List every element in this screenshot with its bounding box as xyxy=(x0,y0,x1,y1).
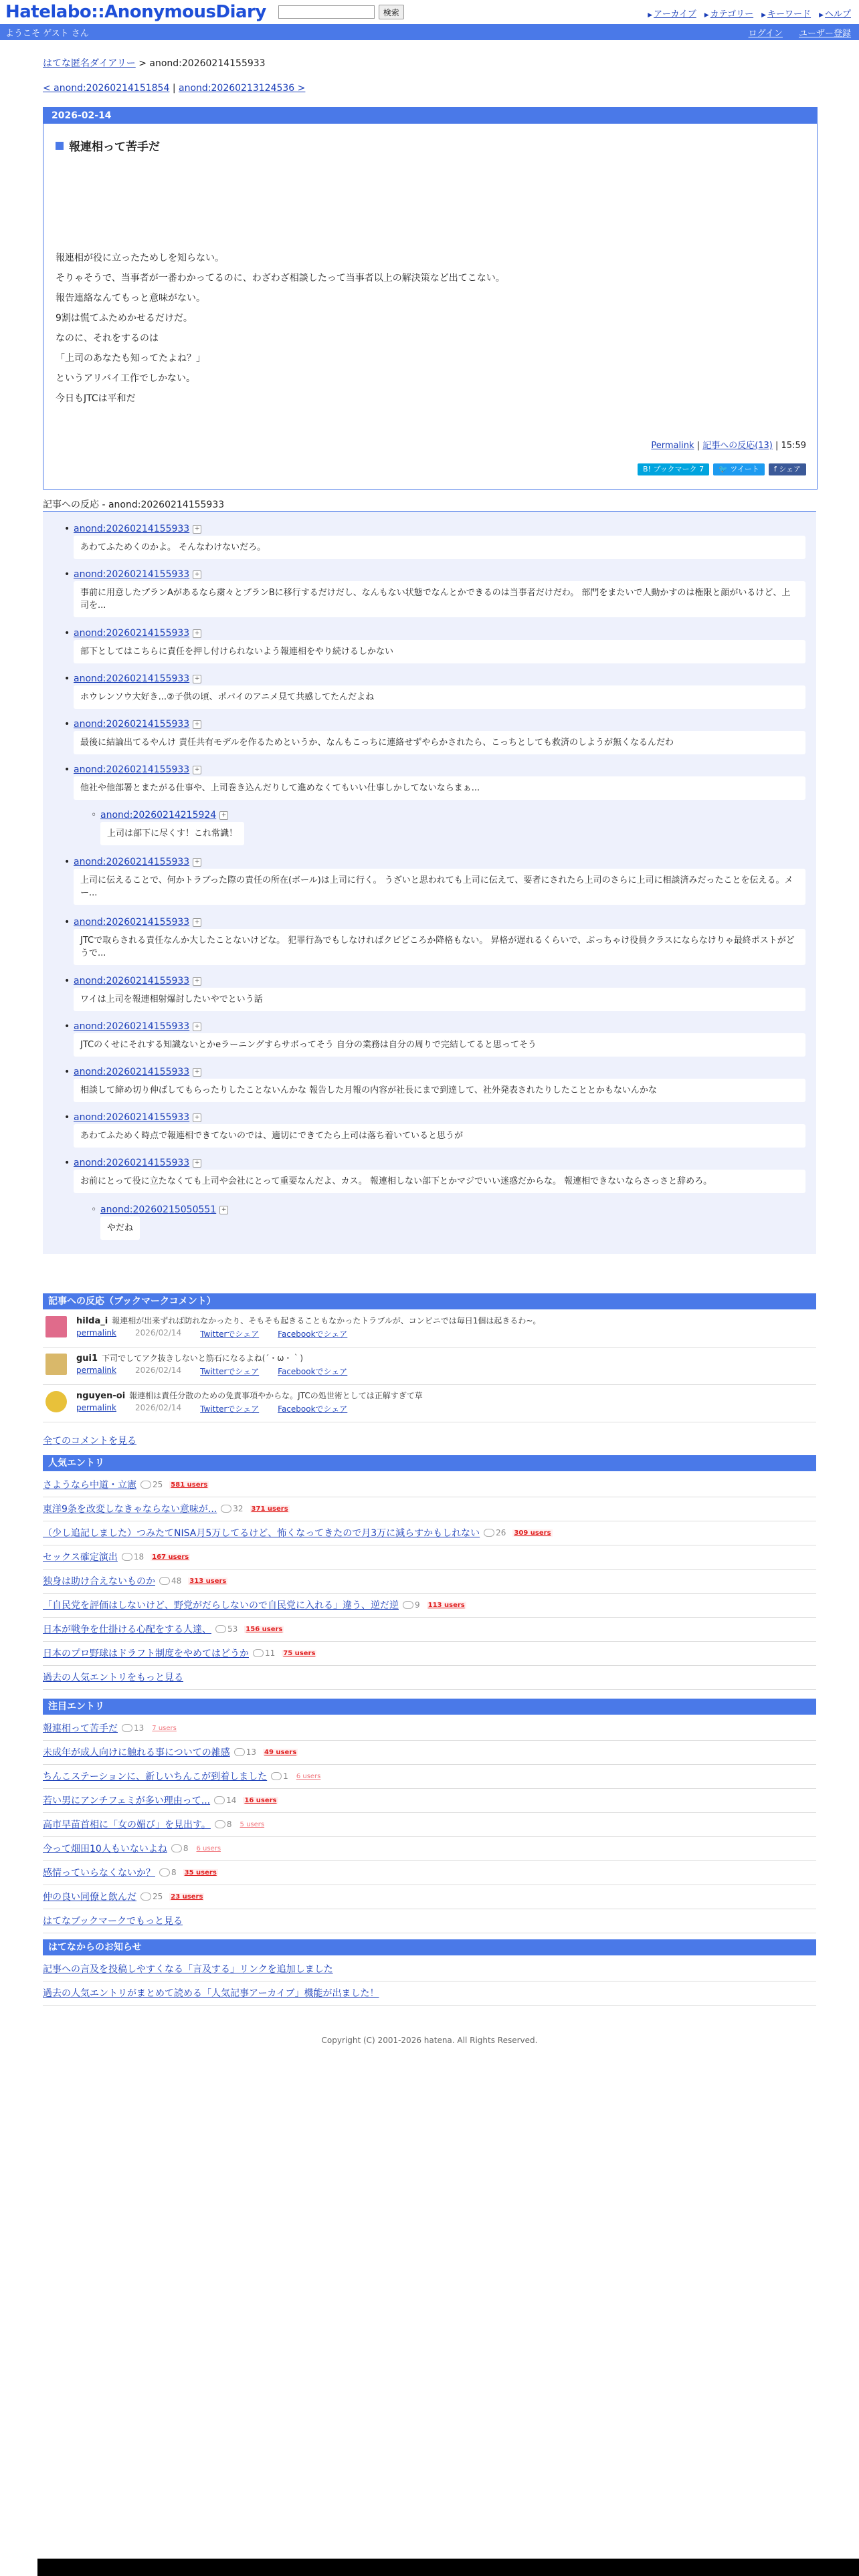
entry-row xyxy=(43,1860,816,1885)
tweet-button[interactable] xyxy=(713,463,765,475)
reaction-id: anond:20260214155933 xyxy=(74,1067,190,1077)
bookmark-users-count[interactable]: 23 users xyxy=(171,1893,203,1901)
comment-count-value: 9 xyxy=(415,1600,420,1610)
bookmark-permalink[interactable]: permalink xyxy=(76,1328,116,1337)
reaction-link[interactable] xyxy=(74,976,201,986)
comment-count[interactable] xyxy=(171,1844,189,1853)
breadcrumb xyxy=(43,56,816,70)
reaction-id: anond:20260214155933 xyxy=(74,569,190,580)
entry-link[interactable]: 独身は助け合えないものか xyxy=(43,1576,155,1587)
facebook-share-link[interactable]: Facebookでシェア xyxy=(278,1404,348,1414)
breadcrumb-separator: > xyxy=(135,58,150,69)
expand-icon[interactable]: + xyxy=(193,525,201,534)
reaction-text: ワイは上司を報連相射爆討したいやでという話 xyxy=(74,988,805,1011)
reactions-heading: 記事への反応 - anond:20260214155933 xyxy=(43,500,225,510)
bookmark-users-count[interactable]: 581 users xyxy=(171,1481,208,1489)
expand-icon[interactable]: + xyxy=(219,811,228,820)
nav-archive[interactable]: アーカイブ xyxy=(654,9,696,19)
entry-row xyxy=(43,1569,816,1594)
comment-bubble-icon xyxy=(215,1625,226,1633)
comment-count-value: 14 xyxy=(226,1796,237,1805)
bookmark-users-count[interactable]: 309 users xyxy=(514,1529,551,1537)
expand-icon[interactable]: + xyxy=(193,1068,201,1077)
news-link[interactable]: 過去の人気エントリがまとめて読める「人気記事アーカイブ」機能が出ました！ xyxy=(43,1988,379,1999)
bookmark-comment-text: 下司でしてアク抜きしないと筋石になるよね(´・ω・｀) xyxy=(102,1354,304,1363)
bookmark-users-count[interactable]: 6 users xyxy=(196,1844,221,1852)
entry-link[interactable]: ちんこステーションに、新しいちんこが到着しました xyxy=(43,1772,268,1782)
hatena-news-heading: はてなからのお知らせ xyxy=(43,1939,816,1955)
bookmark-users-count[interactable]: 313 users xyxy=(189,1577,227,1585)
copyright: Copyright (C) 2001-2026 hatena. All Rights Reserved. xyxy=(321,2036,538,2045)
breadcrumb-current: anond:20260214155933 xyxy=(149,58,266,69)
entry-row xyxy=(43,1593,816,1618)
reaction-id: anond:20260214155933 xyxy=(74,1021,190,1032)
prevnext-separator: | xyxy=(169,83,179,94)
bookmark-permalink[interactable]: permalink xyxy=(76,1366,116,1375)
arrow-icon: ▶ xyxy=(761,12,767,19)
bookmark-users-count[interactable]: 49 users xyxy=(264,1748,297,1756)
comment-bubble-icon xyxy=(159,1577,170,1585)
reaction-text: 相談して締め切り伸ばしてもらったりしたことないんかな 報告した月報の内容が社長にまで到達して、社外発表されたりしたこととかもないんかな xyxy=(74,1079,805,1102)
arrow-icon: ▶ xyxy=(819,12,824,19)
next-entry-link[interactable]: anond:20260213124536 > xyxy=(179,83,306,94)
user-bar xyxy=(0,24,859,40)
register-link[interactable]: ユーザー登録 xyxy=(798,28,851,39)
reaction-link[interactable] xyxy=(100,810,228,821)
comment-bubble-icon xyxy=(484,1529,494,1537)
entry-row xyxy=(43,1641,816,1666)
bookmark-comments-heading: 記事への反応（ブックマークコメント） xyxy=(43,1293,816,1309)
comment-count-value: 25 xyxy=(153,1892,163,1901)
bookmark-user[interactable]: hilda_i xyxy=(76,1316,108,1326)
permalink-link[interactable]: Permalink xyxy=(651,441,694,451)
comment-count-value: 25 xyxy=(153,1480,163,1489)
bookmark-permalink[interactable]: permalink xyxy=(76,1403,116,1412)
entry-line: そりゃそうで、当事者が一番わかってるのに、わざわざ相談したって当事者以上の解決策など出てこない。 xyxy=(56,273,505,284)
news-item xyxy=(43,1957,816,1981)
reaction-id: anond:20260214155933 xyxy=(74,628,190,639)
comment-count-value: 1 xyxy=(283,1772,288,1781)
comment-count[interactable] xyxy=(484,1528,506,1537)
reaction-id: anond:20260214155933 xyxy=(74,857,190,867)
more-row xyxy=(43,1665,816,1690)
share-buttons xyxy=(638,463,806,475)
reaction-text: お前にとって役に立たなくても上司や会社にとって重要なんだよ、カス。 報連相しない部下とかマジでいい迷惑だからな。 報連相できないならさっさと辞めろ。 xyxy=(74,1170,805,1193)
comment-count[interactable] xyxy=(122,1723,144,1733)
avatar[interactable] xyxy=(45,1391,67,1412)
reaction-text: やだね xyxy=(100,1216,140,1240)
entry-link[interactable]: 仲の良い同僚と飲んだ xyxy=(43,1892,136,1903)
hatena-bookmark-button[interactable]: B! ブックマーク 7 xyxy=(638,463,709,475)
twitter-share-link[interactable]: Twitterでシェア xyxy=(200,1329,260,1339)
entry-link[interactable]: 日本のプロ野球はドラフト制度をやめてはどうか xyxy=(43,1648,249,1659)
reaction-id: anond:20260214155933 xyxy=(74,917,190,928)
reaction-id: anond:20260214155933 xyxy=(74,764,190,775)
comment-count[interactable] xyxy=(159,1868,177,1877)
comment-bubble-icon xyxy=(215,1820,225,1828)
expand-icon[interactable]: + xyxy=(193,570,201,579)
expand-icon[interactable]: + xyxy=(193,1159,201,1168)
reaction-text: JTCのくせにそれする知識ないとかeラーニングすらサボってそう 自分の業務は自分の周りで完結してると思ってそう xyxy=(74,1033,805,1057)
expand-icon[interactable]: + xyxy=(193,675,201,683)
reaction-link[interactable] xyxy=(74,628,201,639)
entry-line: というアリバイ工作でしかない。 xyxy=(56,373,196,384)
avatar[interactable] xyxy=(45,1354,67,1375)
reaction-link[interactable] xyxy=(100,1204,228,1215)
expand-icon[interactable]: + xyxy=(193,918,201,927)
entry-time: 15:59 xyxy=(781,441,806,451)
comment-count[interactable] xyxy=(221,1504,243,1513)
entry-link[interactable]: セックス確定演出 xyxy=(43,1552,118,1563)
reaction-text: 事前に用意したプランAがあるなら粛々とプランBに移行するだけだし、なんもない状態でなんとかできるのは当事者だけだわ。 部門をまたいで人動かすのは権限と顔がいるけど、上司を... xyxy=(74,581,805,617)
expand-icon[interactable]: + xyxy=(193,1023,201,1031)
comment-count-value: 13 xyxy=(134,1723,145,1733)
square-icon xyxy=(56,142,64,150)
entry-line: なのに、それをするのは xyxy=(56,333,159,344)
bookmark-date: 2026/02/14 xyxy=(135,1366,182,1375)
news-item xyxy=(43,1981,816,2006)
reaction-id: anond:20260214155933 xyxy=(74,1158,190,1168)
reaction-link[interactable] xyxy=(74,764,201,775)
nav-category[interactable]: カテゴリー xyxy=(710,9,754,19)
entry-link[interactable]: 未成年が成人向けに触れる事についての雑感 xyxy=(43,1747,230,1758)
reaction-id: anond:20260214215924 xyxy=(100,810,217,821)
bookmark-users-count[interactable]: 7 users xyxy=(152,1724,177,1732)
nav-help[interactable]: ヘルプ xyxy=(824,9,851,19)
search-button[interactable]: 検索 xyxy=(379,5,404,19)
entry-date: 2026-02-14 xyxy=(43,108,817,124)
top-header xyxy=(0,0,859,24)
reactions-list xyxy=(43,511,816,1254)
entry-row xyxy=(43,1545,816,1570)
entry-line: 9割は慌てふためかせるだけだ。 xyxy=(56,313,193,324)
comment-bubble-icon xyxy=(159,1868,170,1876)
reaction-link[interactable] xyxy=(74,1021,201,1032)
login-link[interactable]: ログイン xyxy=(748,28,783,39)
comment-count[interactable] xyxy=(215,1624,237,1634)
reaction-text: 上司に伝えることで、何かトラブった際の責任の所在(ボール)は上司に行く。 うざいと思われても上司に伝えて、要者にされたら上司のさらに上司に相談済みだったことを伝える。メー... xyxy=(74,869,805,905)
entry-link[interactable]: 若い男にアンチフェミが多い理由って... xyxy=(43,1796,211,1806)
twitter-bird-icon: 🐦 xyxy=(719,465,728,473)
bookmark-users-count[interactable]: 75 users xyxy=(283,1649,316,1657)
expand-icon[interactable]: + xyxy=(193,858,201,867)
bookmark-users-count[interactable]: 6 users xyxy=(296,1772,321,1780)
entry-row xyxy=(43,1836,816,1861)
comment-count-value: 8 xyxy=(171,1868,177,1877)
comment-bubble-icon xyxy=(234,1748,245,1756)
entry-line: 今日もJTCは平和だ xyxy=(56,393,136,404)
more-row xyxy=(43,1909,816,1933)
expand-icon[interactable]: + xyxy=(193,629,201,638)
entry-row xyxy=(43,1788,816,1813)
comment-count-value: 26 xyxy=(496,1528,506,1537)
bookmark-date: 2026/02/14 xyxy=(135,1403,182,1412)
entry-box xyxy=(43,107,818,490)
comment-count[interactable] xyxy=(253,1648,275,1658)
comment-count-value: 18 xyxy=(133,1552,145,1562)
reaction-text: 部下としてはこちらに責任を押し付けられないよう報連相をやり続けるしかない xyxy=(74,640,805,663)
bottom-bar xyxy=(37,2559,859,2576)
expand-icon[interactable]: + xyxy=(219,1206,228,1214)
twitter-share-link[interactable]: Twitterでシェア xyxy=(200,1404,260,1414)
welcome-text: ようこそ ゲスト さん xyxy=(5,28,89,39)
facebook-share-button[interactable] xyxy=(769,463,806,475)
entry-title xyxy=(56,137,817,154)
bookmark-users-count[interactable]: 156 users xyxy=(246,1625,283,1633)
bookmark-user[interactable]: gui1 xyxy=(76,1354,98,1364)
reaction-text: あわてふためくのかよ。 そんなわけないだろ。 xyxy=(74,536,805,559)
reaction-link[interactable] xyxy=(74,917,201,928)
entry-row xyxy=(43,1716,816,1741)
bookmark-comment-text: 報連相が出来ずれば防れなかったり、そもそも起きることもなかったトラブルが、コンビニでは毎日1個は起きるわ~。 xyxy=(112,1316,541,1325)
entry-row xyxy=(43,1521,816,1545)
bookmark-comment xyxy=(43,1311,816,1348)
entry-link[interactable]: 感情っていらなくないか？ xyxy=(43,1868,155,1879)
expand-icon[interactable]: + xyxy=(193,720,201,729)
prev-entry-link[interactable]: < anond:20260214151854 xyxy=(43,83,170,94)
arrow-icon: ▶ xyxy=(648,12,653,19)
comment-bubble-icon xyxy=(214,1796,225,1804)
top-nav xyxy=(648,7,851,19)
bookmark-user[interactable]: nguyen-oi xyxy=(76,1391,126,1401)
all-comments-link[interactable]: 全てのコメントを見る xyxy=(43,1436,136,1446)
facebook-icon: f xyxy=(773,465,777,473)
comment-count-value: 32 xyxy=(233,1504,244,1513)
comment-count-value: 48 xyxy=(171,1576,182,1586)
reaction-text: 他社や他部署とまたがる仕事や、上司巻き込んだりして進めなくてもいい仕事しかしてないならまぁ... xyxy=(74,776,805,800)
comment-bubble-icon xyxy=(403,1601,413,1609)
comment-count[interactable] xyxy=(271,1772,288,1781)
entry-link[interactable]: 「自民党を評価はしないけど、野党がだらしないので自民党に入れる」違う、逆だ逆 xyxy=(43,1600,399,1611)
entry-row xyxy=(43,1617,816,1642)
bookmark-users-count[interactable]: 371 users xyxy=(251,1505,288,1513)
site-logo[interactable]: Hatelabo::AnonymousDiary xyxy=(5,2,266,22)
entry-line: 「上司のあなたも知ってたよね？」 xyxy=(56,353,205,364)
reaction-link[interactable] xyxy=(74,1158,201,1168)
attention-entries xyxy=(43,1699,816,1927)
comment-count[interactable] xyxy=(215,1820,232,1829)
comment-bubble-icon xyxy=(171,1844,182,1852)
entry-row xyxy=(43,1812,816,1837)
entry-link[interactable]: 今って畑田10人もいないよね xyxy=(43,1844,167,1854)
tweet-label: ツイート xyxy=(730,465,759,473)
comment-count[interactable] xyxy=(234,1747,256,1757)
expand-icon[interactable]: + xyxy=(193,766,201,774)
entry-row xyxy=(43,1473,816,1497)
entry-link[interactable]: 高市早苗首相に「女の媚び」を見出す。 xyxy=(43,1820,211,1830)
entry-title-text: 報連相って苦手だ xyxy=(69,140,160,154)
comment-bubble-icon xyxy=(140,1893,151,1901)
bookmark-users-count[interactable]: 35 users xyxy=(184,1868,217,1876)
bookmark-users-count[interactable]: 5 users xyxy=(240,1820,265,1828)
more-link[interactable]: 過去の人気エントリをもっと見る xyxy=(43,1673,183,1683)
entry-link[interactable]: 東洋9条を改変しなきゃならない意味が... xyxy=(43,1504,217,1515)
reaction-id: anond:20260214155933 xyxy=(74,976,190,986)
comment-count[interactable] xyxy=(140,1480,163,1489)
reaction-link[interactable] xyxy=(74,569,201,580)
arrow-icon: ▶ xyxy=(704,12,709,19)
entry-link[interactable]: 報連相って苦手だ xyxy=(43,1723,118,1734)
reaction-link[interactable] xyxy=(74,857,201,867)
bookmark-comments xyxy=(43,1293,816,1446)
comment-bubble-icon xyxy=(221,1505,231,1513)
reaction-link[interactable] xyxy=(74,524,201,534)
comment-bubble-icon xyxy=(140,1481,151,1489)
expand-icon[interactable]: + xyxy=(193,1113,201,1122)
reaction-link[interactable] xyxy=(74,1067,201,1077)
reaction-link[interactable] xyxy=(74,1112,201,1123)
reaction-text: あわてふためく時点で報連相できてないのでは、適切にできてたら上司は落ち着いていると思うが xyxy=(74,1124,805,1148)
reaction-text: 上司は部下に尽くす！これ常識！ xyxy=(100,822,244,845)
entry-link[interactable]: （少し追記しました）つみたてNISA月5万してるけど、怖くなってきたので月3万に減らすかもしれない xyxy=(43,1528,480,1539)
reaction-text: JTCで取らされる責任なんか大したことないけどな。 犯罪行為でもしなければクビどころか降格もない。 昇格が遅れるくらいで、ぶっちゃけ役員クラスにならなけりゃ最終ポストがどうで... xyxy=(74,929,805,965)
nav-keyword[interactable]: キーワード xyxy=(767,9,812,19)
comment-count-value: 53 xyxy=(227,1624,238,1634)
bookmark-users-count[interactable]: 113 users xyxy=(427,1601,465,1609)
breadcrumb-home[interactable]: はてな匿名ダイアリー xyxy=(43,58,136,69)
search-input[interactable] xyxy=(278,5,375,19)
comment-count-value: 8 xyxy=(226,1820,232,1829)
entry-line: 報連相が役に立ったためしを知らない。 xyxy=(56,253,224,263)
entry-body xyxy=(56,248,505,409)
comment-count[interactable] xyxy=(403,1600,420,1610)
reaction-link[interactable] xyxy=(74,719,201,730)
reaction-text: ホウレンソウ大好き...②子供の頃、ポパイのアニメ見て共感してたんだよね xyxy=(74,685,805,709)
reaction-link[interactable] xyxy=(74,673,201,684)
bookmark-users-count[interactable]: 16 users xyxy=(244,1796,277,1804)
popular-entries xyxy=(43,1455,816,1683)
reactions-count-link[interactable]: 記事への反応(13) xyxy=(702,441,773,451)
facebook-share-label: シェア xyxy=(779,465,801,473)
bookmark-comment xyxy=(43,1348,816,1385)
news-link[interactable]: 記事への言及を投稿しやすくなる「言及する」リンクを追加しました xyxy=(43,1964,333,1975)
entry-link[interactable]: 日本が戦争を仕掛ける心配をする人達、 xyxy=(43,1624,211,1635)
comment-bubble-icon xyxy=(253,1649,264,1657)
reaction-id: anond:20260215050551 xyxy=(100,1204,217,1215)
reaction-text: 最後に結論出てるやんけ 責任共有モデルを作るためというか、なんもこっちに連絡せずやらかされたら、こっちとしても救済のしようが無くなるんだわ xyxy=(74,731,805,754)
bookmark-comment-text: 報連相は責任分散のための免責事項やからな。JTCの処世術としては正解すぎて草 xyxy=(129,1391,423,1400)
comment-count[interactable] xyxy=(122,1552,144,1562)
bookmark-date: 2026/02/14 xyxy=(135,1328,182,1337)
reaction-id: anond:20260214155933 xyxy=(74,673,190,684)
expand-icon[interactable]: + xyxy=(193,977,201,986)
comment-count[interactable] xyxy=(140,1892,163,1901)
entry-row xyxy=(43,1497,816,1521)
facebook-share-link[interactable]: Facebookでシェア xyxy=(278,1367,348,1376)
prev-next-nav xyxy=(43,83,816,94)
more-link[interactable]: はてなブックマークでもっと見る xyxy=(43,1916,183,1927)
entry-meta: Permalink | 記事への反応(13) | 15:59 xyxy=(651,441,806,451)
entry-row xyxy=(43,1885,816,1909)
entry-row xyxy=(43,1764,816,1789)
popular-entries-heading: 人気エントリ xyxy=(43,1455,816,1471)
entry-link[interactable]: さようなら中道・立憲 xyxy=(43,1480,136,1491)
reaction-id: anond:20260214155933 xyxy=(74,1112,190,1123)
reaction-id: anond:20260214155933 xyxy=(74,719,190,730)
comment-bubble-icon xyxy=(271,1772,282,1780)
comment-count[interactable] xyxy=(159,1576,181,1586)
attention-entries-heading: 注目エントリ xyxy=(43,1699,816,1715)
facebook-share-link[interactable]: Facebookでシェア xyxy=(278,1329,348,1339)
bookmark-users-count[interactable]: 167 users xyxy=(152,1553,189,1561)
reaction-id: anond:20260214155933 xyxy=(74,524,190,534)
entry-row xyxy=(43,1740,816,1765)
comment-bubble-icon xyxy=(122,1724,132,1732)
comment-count-value: 13 xyxy=(246,1747,257,1757)
comment-count-value: 8 xyxy=(183,1844,189,1853)
comment-bubble-icon xyxy=(122,1553,132,1561)
avatar[interactable] xyxy=(45,1316,67,1337)
bookmark-comment xyxy=(43,1386,816,1422)
twitter-share-link[interactable]: Twitterでシェア xyxy=(200,1367,260,1376)
hatena-news xyxy=(43,1939,816,1999)
comment-count[interactable] xyxy=(214,1796,236,1805)
entry-line: 報告連絡なんてもっと意味がない。 xyxy=(56,293,205,304)
comment-count-value: 11 xyxy=(265,1648,276,1658)
